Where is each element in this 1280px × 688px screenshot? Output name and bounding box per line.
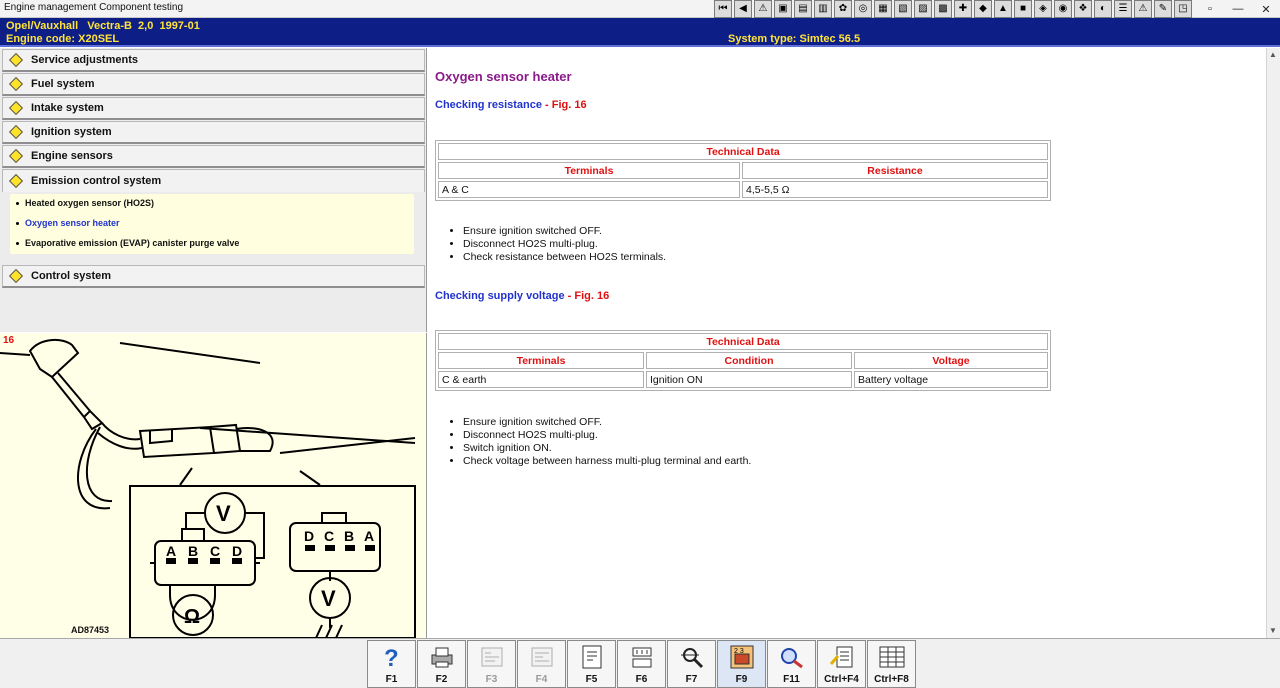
tool-icon-3[interactable]: ▥ xyxy=(814,0,832,18)
right-pin-d: D xyxy=(304,528,315,544)
title-bar xyxy=(0,0,1280,18)
close-icon[interactable]: ✕ xyxy=(1261,3,1271,16)
fkey-label: Ctrl+F8 xyxy=(874,674,909,685)
diamond-icon xyxy=(9,269,23,283)
diamond-icon xyxy=(9,101,23,115)
tool-icon-18[interactable]: ☰ xyxy=(1114,0,1132,18)
nav-item-label: Service adjustments xyxy=(31,54,138,66)
fkey-f5[interactable] xyxy=(567,640,616,688)
nav-item-engine-sensors[interactable] xyxy=(2,145,425,168)
list-item: • Switch ignition ON. xyxy=(463,442,751,455)
table-row xyxy=(438,371,1048,388)
list-item: • Check voltage between harness multi-plug terminal and earth. xyxy=(463,455,751,468)
tool-icon-7[interactable]: ▧ xyxy=(894,0,912,18)
section-checking-resistance xyxy=(435,99,587,111)
sub-item-label: Heated oxygen sensor (HO2S) xyxy=(25,198,155,208)
nav-item-intake-system[interactable] xyxy=(2,97,425,120)
left-nav xyxy=(0,48,427,332)
tool-icon-13[interactable]: ■ xyxy=(1014,0,1032,18)
fkey-label: Ctrl+F4 xyxy=(824,674,859,685)
right-pin-c: C xyxy=(324,528,335,544)
fkey-label: F11 xyxy=(783,674,800,685)
fkey-label: F9 xyxy=(735,674,748,685)
tool-icon-9[interactable]: ▩ xyxy=(934,0,952,18)
fkey-label: F5 xyxy=(585,674,598,685)
tool-icon-10[interactable]: ✚ xyxy=(954,0,972,18)
table-icon xyxy=(878,643,906,671)
section-separator: - xyxy=(542,99,552,111)
tool-icon-5[interactable]: ◎ xyxy=(854,0,872,18)
table-cell: Ignition ON xyxy=(646,371,852,388)
layout-alt-icon xyxy=(528,643,556,671)
scroll-down-icon[interactable]: ▼ xyxy=(1269,626,1277,635)
fkey-label: F4 xyxy=(535,674,548,685)
list-item: • Check resistance between HO2S terminals. xyxy=(463,251,666,264)
left-pin-c: C xyxy=(210,543,221,559)
column-header: Resistance xyxy=(742,162,1048,179)
fkey-f9[interactable] xyxy=(717,640,766,688)
table-caption: Technical Data xyxy=(438,143,1048,160)
diamond-icon xyxy=(9,149,23,163)
fkey-f7[interactable] xyxy=(667,640,716,688)
tool-icon-16[interactable]: ❖ xyxy=(1074,0,1092,18)
prev-icon[interactable]: ◀ xyxy=(734,0,752,18)
component-icon xyxy=(728,643,756,671)
vehicle-model: Opel/Vauxhall Vectra-B 2,0 1997-01 xyxy=(6,20,200,32)
diamond-icon xyxy=(9,53,23,67)
column-header: Terminals xyxy=(438,162,740,179)
wiring-diagram xyxy=(0,333,427,638)
document-icon xyxy=(578,643,606,671)
system-type: System type: Simtec 56.5 xyxy=(728,33,861,45)
nav-item-label: Ignition system xyxy=(31,126,112,138)
diamond-open-icon xyxy=(9,174,23,188)
help-icon xyxy=(378,643,406,671)
tool-icon-21[interactable]: ◳ xyxy=(1174,0,1192,18)
nav-item-label: Intake system xyxy=(31,102,104,114)
layout-icon xyxy=(478,643,506,671)
nav-item-label: Control system xyxy=(31,270,112,282)
window-title: Engine management Component testing xyxy=(4,2,184,13)
figure-panel xyxy=(0,333,427,638)
nav-item-label: Engine sensors xyxy=(31,150,113,162)
function-keys xyxy=(367,640,916,688)
column-header: Condition xyxy=(646,352,852,369)
nav-item-control-system[interactable] xyxy=(2,265,425,288)
tool-icon-20[interactable]: ✎ xyxy=(1154,0,1172,18)
nav-item-fuel-system[interactable] xyxy=(2,73,425,96)
tool-icon-19[interactable]: ⚠ xyxy=(1134,0,1152,18)
tool-icon-2[interactable]: ▤ xyxy=(794,0,812,18)
list-item: • Disconnect HO2S multi-plug. xyxy=(463,238,666,251)
magnifier-icon xyxy=(678,643,706,671)
tool-icon-1[interactable]: ▣ xyxy=(774,0,792,18)
sub-item-heated-oxygen-sensor[interactable] xyxy=(16,198,154,208)
first-icon[interactable]: ⏮ xyxy=(714,0,732,18)
diamond-icon xyxy=(9,125,23,139)
resistance-table xyxy=(435,140,1051,201)
voltmeter-left: V xyxy=(216,501,231,526)
nav-item-label: Fuel system xyxy=(31,78,95,90)
fkey-label: F2 xyxy=(435,674,448,685)
fkey-label: F1 xyxy=(385,674,398,685)
tool-icon-12[interactable]: ▲ xyxy=(994,0,1012,18)
left-pin-d: D xyxy=(232,543,243,559)
content-pane xyxy=(428,48,1266,638)
fkey-f2[interactable] xyxy=(417,640,466,688)
figure-link[interactable]: Fig. 16 xyxy=(551,99,587,111)
figure-number: 16 xyxy=(3,335,15,346)
connector-icon xyxy=(628,643,656,671)
list-item: • Ensure ignition switched OFF. xyxy=(463,416,751,429)
tool-icon-8[interactable]: ▨ xyxy=(914,0,932,18)
figure-link[interactable]: Fig. 16 xyxy=(574,290,610,302)
fkey-f6[interactable] xyxy=(617,640,666,688)
fkey-f4 xyxy=(517,640,566,688)
table-cell: 4,5-5,5 Ω xyxy=(742,181,1048,198)
voltmeter-right: V xyxy=(321,586,336,611)
svg-text:2 3: 2 3 xyxy=(733,648,744,655)
tool-icon-6[interactable]: ▦ xyxy=(874,0,892,18)
fkey-f1[interactable] xyxy=(367,640,416,688)
right-pin-b: B xyxy=(344,528,355,544)
section-separator: - xyxy=(564,290,575,302)
left-pin-b: B xyxy=(188,543,199,559)
resistance-steps xyxy=(463,225,666,264)
warning-icon[interactable]: ⚠ xyxy=(754,0,772,18)
bullet-icon xyxy=(16,202,19,205)
section-checking-supply-voltage xyxy=(435,290,609,302)
scroll-up-icon[interactable]: ▲ xyxy=(1269,50,1277,59)
column-header: Terminals xyxy=(438,352,644,369)
svg-text:?: ? xyxy=(383,645,399,670)
ohmmeter: Ω xyxy=(184,606,201,628)
section-label: Checking supply voltage xyxy=(435,290,565,302)
print-icon xyxy=(428,643,456,671)
tool-icon-14[interactable]: ◈ xyxy=(1034,0,1052,18)
list-item: • Disconnect HO2S multi-plug. xyxy=(463,429,751,442)
tool-icon-11[interactable]: ◆ xyxy=(974,0,992,18)
column-header: Voltage xyxy=(854,352,1048,369)
emission-subpanel xyxy=(10,194,414,254)
toolbar xyxy=(714,0,1192,18)
restore-icon[interactable]: ▫ xyxy=(1208,3,1212,15)
table-cell: A & C xyxy=(438,181,740,198)
nav-item-label: Emission control system xyxy=(31,175,162,187)
notes-icon xyxy=(828,643,856,671)
engine-code: Engine code: X20SEL xyxy=(6,33,120,45)
figure-code: AD87453 xyxy=(71,625,110,635)
fkey-label: F6 xyxy=(635,674,648,685)
list-item: • Ensure ignition switched OFF. xyxy=(463,225,666,238)
bullet-icon xyxy=(16,242,19,245)
function-key-bar xyxy=(0,638,1280,688)
tool-icon-4[interactable]: ✿ xyxy=(834,0,852,18)
bullet-icon xyxy=(16,222,19,225)
vehicle-info-bar xyxy=(0,18,1280,47)
fkey-label: F3 xyxy=(485,674,498,685)
section-label: Checking resistance xyxy=(435,99,542,111)
table-row xyxy=(438,181,1048,198)
table-cell: Battery voltage xyxy=(854,371,1048,388)
voltage-steps xyxy=(463,416,751,468)
page-title: Oxygen sensor heater xyxy=(435,69,572,84)
nav-item-service-adjustments[interactable] xyxy=(2,49,425,72)
nav-item-emission-control-system[interactable] xyxy=(2,169,425,192)
left-pin-a: A xyxy=(166,543,177,559)
nav-item-ignition-system[interactable] xyxy=(2,121,425,144)
voltage-table xyxy=(435,330,1051,391)
fkey-ctrl-f8[interactable] xyxy=(867,640,916,688)
sub-item-label: Evaporative emission (EVAP) canister purge valve xyxy=(25,238,240,248)
sub-item-evap-purge-valve[interactable] xyxy=(16,238,239,248)
fkey-f11[interactable] xyxy=(767,640,816,688)
minimize-icon[interactable]: — xyxy=(1232,3,1244,15)
table-caption: Technical Data xyxy=(438,333,1048,350)
tool-icon-17[interactable]: ◐ xyxy=(1094,0,1112,18)
sub-item-oxygen-sensor-heater[interactable] xyxy=(16,218,120,228)
table-cell: C & earth xyxy=(438,371,644,388)
tool-icon-15[interactable]: ◉ xyxy=(1054,0,1072,18)
right-pin-a: A xyxy=(364,528,375,544)
fkey-f3 xyxy=(467,640,516,688)
window-controls xyxy=(1196,0,1280,18)
sub-item-label: Oxygen sensor heater xyxy=(25,218,120,228)
diamond-icon xyxy=(9,77,23,91)
search-tool-icon xyxy=(778,643,806,671)
fkey-label: F7 xyxy=(685,674,698,685)
vertical-scrollbar[interactable] xyxy=(1266,48,1280,638)
fkey-ctrl-f4[interactable] xyxy=(817,640,866,688)
